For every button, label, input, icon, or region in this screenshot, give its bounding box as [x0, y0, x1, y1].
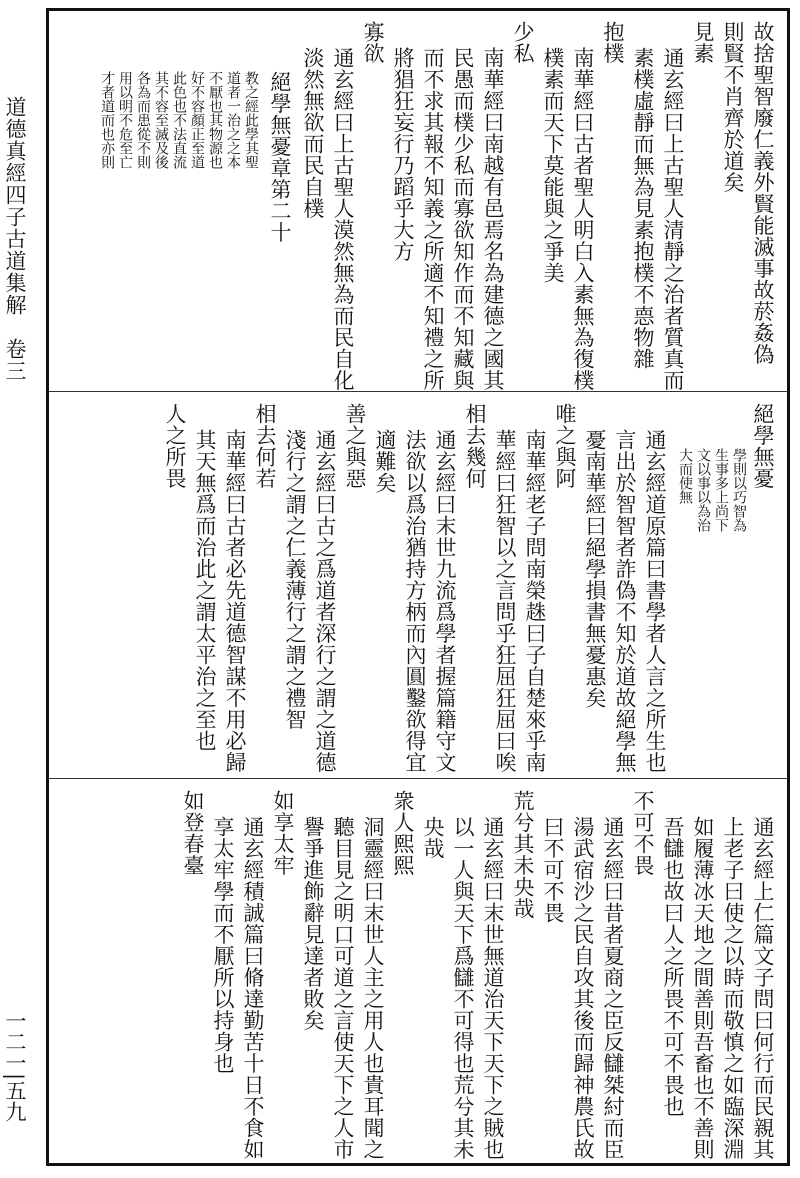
text-column: 享太牢學而不厭所以持身也 [211, 816, 235, 1074]
text-column: 曰不可不畏 [541, 816, 565, 924]
panel-divider-1 [49, 391, 787, 392]
commentary-column: 大而使無 [677, 448, 693, 504]
text-column: 南華經曰南越有邑焉名為建德之國其 [481, 47, 505, 391]
section-heading: 人之所畏 [163, 403, 187, 489]
margin-page-number: 一二一|五九 [3, 1010, 27, 1123]
text-column: 通玄經積誠篇曰脩達勤苦十日不食如 [241, 816, 265, 1160]
panel-divider-2 [49, 778, 787, 779]
commentary-column: 道者一治之之本 [225, 71, 241, 169]
commentary-column: 此色也不法直流 [171, 71, 187, 169]
text-column: 吾讎也故曰人之所畏不可不畏也 [661, 816, 685, 1117]
text-panel-3 [49, 780, 787, 1163]
section-heading: 少私 [511, 21, 535, 64]
text-column: 故捨聖智廢仁義外賢能滅事故菸姦偽 [751, 21, 775, 365]
section-heading: 善之與惡 [343, 403, 367, 489]
section-heading: 絕學無憂 [751, 403, 775, 489]
section-heading: 荒兮其未央哉 [511, 790, 535, 919]
text-column: 淡然無欲而民自樸 [301, 47, 325, 219]
text-column: 言出於智智者詐偽不知於道故絕學無 [613, 429, 637, 773]
text-column: 憂南華經曰絕學損書無憂惠矣 [583, 429, 607, 709]
text-column: 樸素而天下莫能與之爭美 [541, 47, 565, 284]
commentary-column: 其不容至滅及後 [153, 71, 169, 169]
section-heading: 相去幾何 [463, 403, 487, 489]
text-column: 通玄經曰古之爲道者深行之謂之道德 [313, 429, 337, 773]
text-column: 通玄經曰末世無道治天下天下之賊也 [481, 816, 505, 1160]
chapter-title: 絕學無憂章第二十 [268, 71, 292, 243]
text-column: 通玄經曰末世九流爲學者握篇籍守文 [433, 429, 457, 773]
text-column: 通玄經上仁篇文子問曰何行而民親其 [751, 816, 775, 1160]
text-column: 洞靈經曰末世人主之用人也貴耳聞之 [361, 816, 385, 1160]
text-column: 通玄經曰昔者夏商之臣反讎桀紂而臣 [601, 816, 625, 1160]
text-column: 其天無爲而治此之謂太平治之至也 [193, 429, 217, 752]
section-heading: 唯之與阿 [553, 403, 577, 489]
text-column: 南華經曰古者聖人明白入素無為復樸 [571, 47, 595, 391]
text-column: 通玄經道原篇曰書學者人言之所生也 [643, 429, 667, 773]
text-column: 聽目見之明口可道之言使天下之人市 [331, 816, 355, 1160]
section-heading: 如登春臺 [181, 790, 205, 876]
text-column: 法欲以爲治猶持方柄而內圓鑿欲得宜 [403, 429, 427, 773]
text-column: 南華經老子問南榮趎曰子自楚來乎南 [523, 429, 547, 773]
text-column: 央哉 [421, 816, 445, 859]
text-column: 民愚而樸少私而寡欲知作而不知藏與 [451, 47, 475, 391]
text-column: 通玄經曰上古聖人漠然無為而民自化 [331, 47, 355, 391]
section-heading: 相去何若 [253, 403, 277, 489]
text-column: 適難矣 [373, 429, 397, 494]
section-heading: 見素 [691, 21, 715, 64]
text-column: 以一人與天下爲讎不可得也荒兮其未 [451, 816, 475, 1160]
commentary-column: 才者道而也亦則 [99, 71, 115, 169]
commentary-column: 教之經此學其聖 [243, 71, 259, 169]
commentary-column: 不厭也其物源也 [207, 71, 223, 169]
text-column: 而不求其報不知義之所適不知禮之所 [421, 47, 445, 391]
text-column: 華經曰狂智以之言問乎狂屈狂屈曰唉 [493, 429, 517, 773]
commentary-column: 學則以巧智為 [731, 448, 747, 532]
commentary-column: 生事多上尚下 [713, 448, 729, 532]
text-column: 素樸虛靜而無為見素抱樸不𢛳物雜 [631, 47, 655, 370]
text-column: 通玄經曰上古聖人清靜之治者質真而 [661, 47, 685, 391]
text-panel-2 [49, 393, 787, 778]
section-heading: 如享太牢 [271, 790, 295, 876]
section-heading: 不可不畏 [631, 790, 655, 876]
section-heading: 衆人熙熙 [391, 790, 415, 876]
commentary-column: 文以事以為治 [695, 448, 711, 532]
text-column: 淺行之謂之仁義薄行之謂之禮智 [283, 429, 307, 730]
commentary-column: 用以明不危至亡 [117, 71, 133, 169]
text-column: 上老子曰使之以時而敬慎之如臨深淵 [721, 816, 745, 1160]
margin-book-title: 道德真經四子古道集解 卷三 [3, 96, 27, 382]
text-column: 南華經曰古者必先道德智謀不用必歸 [223, 429, 247, 773]
text-column: 如履薄冰天地之間善則吾畜也不善則 [691, 816, 715, 1160]
section-heading: 抱樸 [601, 21, 625, 64]
text-column: 譽爭進飾辭見達者敗矣 [301, 816, 325, 1031]
text-column: 湯武宿沙之民自攻其後而歸神農氏故 [571, 816, 595, 1160]
text-panel-1 [49, 11, 787, 391]
text-column: 則賢不肖齊於道矣 [721, 21, 745, 193]
section-heading: 寡欲 [361, 21, 385, 64]
commentary-column: 好不容顏正至道 [189, 71, 205, 169]
commentary-column: 各為而患從不則 [135, 71, 151, 169]
text-column: 將猖狂妄行乃蹈乎大方 [391, 47, 415, 262]
